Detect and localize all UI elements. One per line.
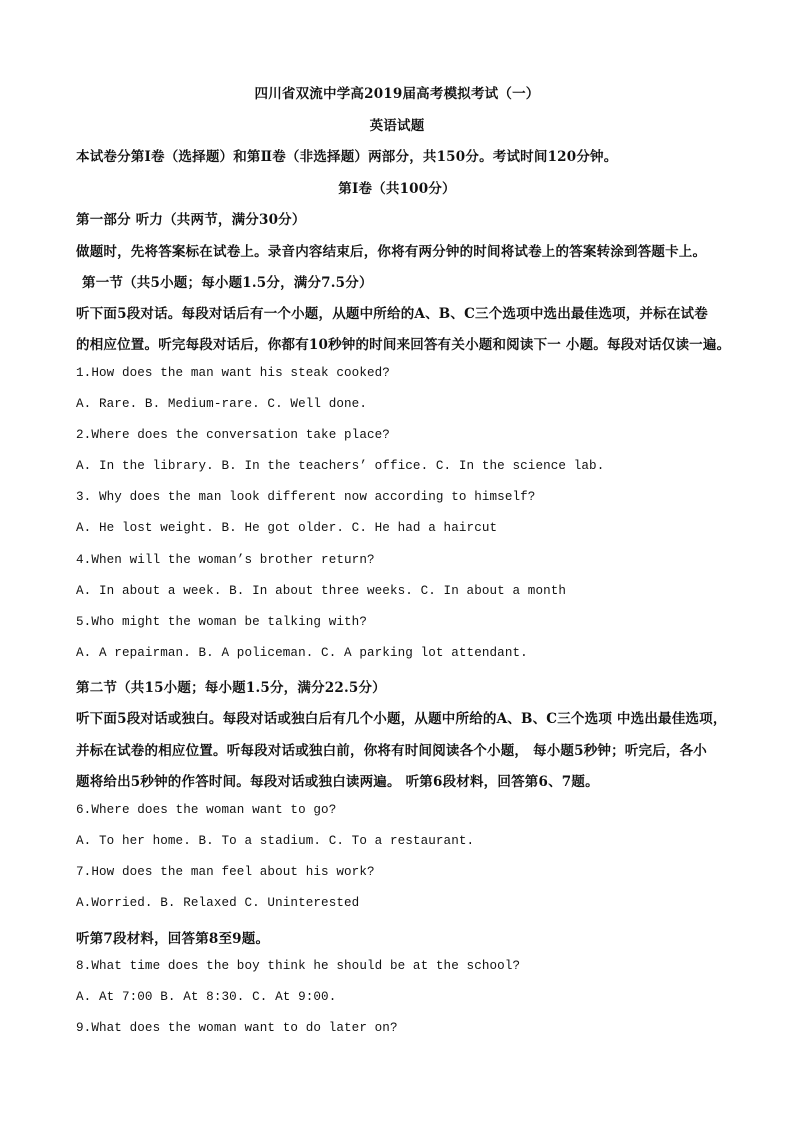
material-7-heading: 听第7段材料，回答第8至9题。 — [76, 931, 270, 947]
part1-heading: 第一部分 听力（共两节，满分30分） — [76, 212, 306, 228]
options-8: A. At 7:00 B. At 8:30. C. At 9:00. — [76, 990, 337, 1004]
options-5: A. A repairman. B. A policeman. C. A parking lot attendant. — [76, 646, 528, 660]
volume-title: 第Ⅰ卷（共100分） — [338, 181, 456, 197]
section2-instruction-line3: 题将给出5秒钟的作答时间。每段对话或独白读两遍。 听第6段材料，回答第6、7题。 — [76, 774, 599, 790]
section1-instruction-line1: 听下面5段对话。每段对话后有一个小题，从题中所给的A、B、C三个选项中选出最佳选项，并标在试卷 — [76, 306, 708, 322]
options-6: A. To her home. B. To a stadium. C. To a restaurant. — [76, 834, 475, 848]
subject-title: 英语试题 — [369, 118, 425, 134]
question-8: 8.What time does the boy think he should be at the school? — [76, 959, 521, 973]
section2-heading: 第二节（共15小题；每小题1.5分，满分22.5分） — [76, 680, 386, 696]
section1-instruction-line2: 的相应位置。听完每段对话后，你都有10秒钟的时间来回答有关小题和阅读下一 小题。每段对话仅读一遍。 — [76, 337, 731, 353]
section1-heading: 第一节（共5小题；每小题1.5分，满分7.5分） — [82, 275, 373, 291]
part1-instruction: 做题时，先将答案标在试卷上。录音内容结束后，你将有两分钟的时间将试卷上的答案转涂到答题卡上。 — [76, 244, 707, 260]
question-4: 4.When will the woman’s brother return? — [76, 553, 375, 567]
options-1: A. Rare. B. Medium-rare. C. Well done. — [76, 397, 367, 411]
question-7: 7.How does the man feel about his work? — [76, 865, 375, 879]
question-5: 5.Who might the woman be talking with? — [76, 615, 367, 629]
question-1: 1.How does the man want his steak cooked? — [76, 366, 390, 380]
options-2: A. In the library. B. In the teachers’ office. C. In the science lab. — [76, 459, 605, 473]
options-3: A. He lost weight. B. He got older. C. He had a haircut — [76, 521, 498, 535]
exam-intro: 本试卷分第Ⅰ卷（选择题）和第Ⅱ卷（非选择题）两部分，共150分。考试时间120分钟。 — [76, 149, 618, 165]
options-4: A. In about a week. B. In about three weeks. C. In about a month — [76, 584, 567, 598]
exam-title: 四川省双流中学高2019届高考模拟考试（一） — [254, 86, 540, 102]
section2-instruction-line1: 听下面5段对话或独白。每段对话或独白后有几个小题，从题中所给的A、B、C三个选项 中选出最佳选项， — [76, 711, 727, 727]
question-9: 9.What does the woman want to do later on? — [76, 1021, 398, 1035]
question-6: 6.Where does the woman want to go? — [76, 803, 337, 817]
question-2: 2.Where does the conversation take place? — [76, 428, 390, 442]
section2-instruction-line2: 并标在试卷的相应位置。听每段对话或独白前，你将有时间阅读各个小题， 每小题5秒钟；听完后，各小 — [76, 743, 707, 759]
question-3: 3. Why does the man look different now according to himself? — [76, 490, 536, 504]
options-7: A.Worried. B. Relaxed C. Uninterested — [76, 896, 360, 910]
